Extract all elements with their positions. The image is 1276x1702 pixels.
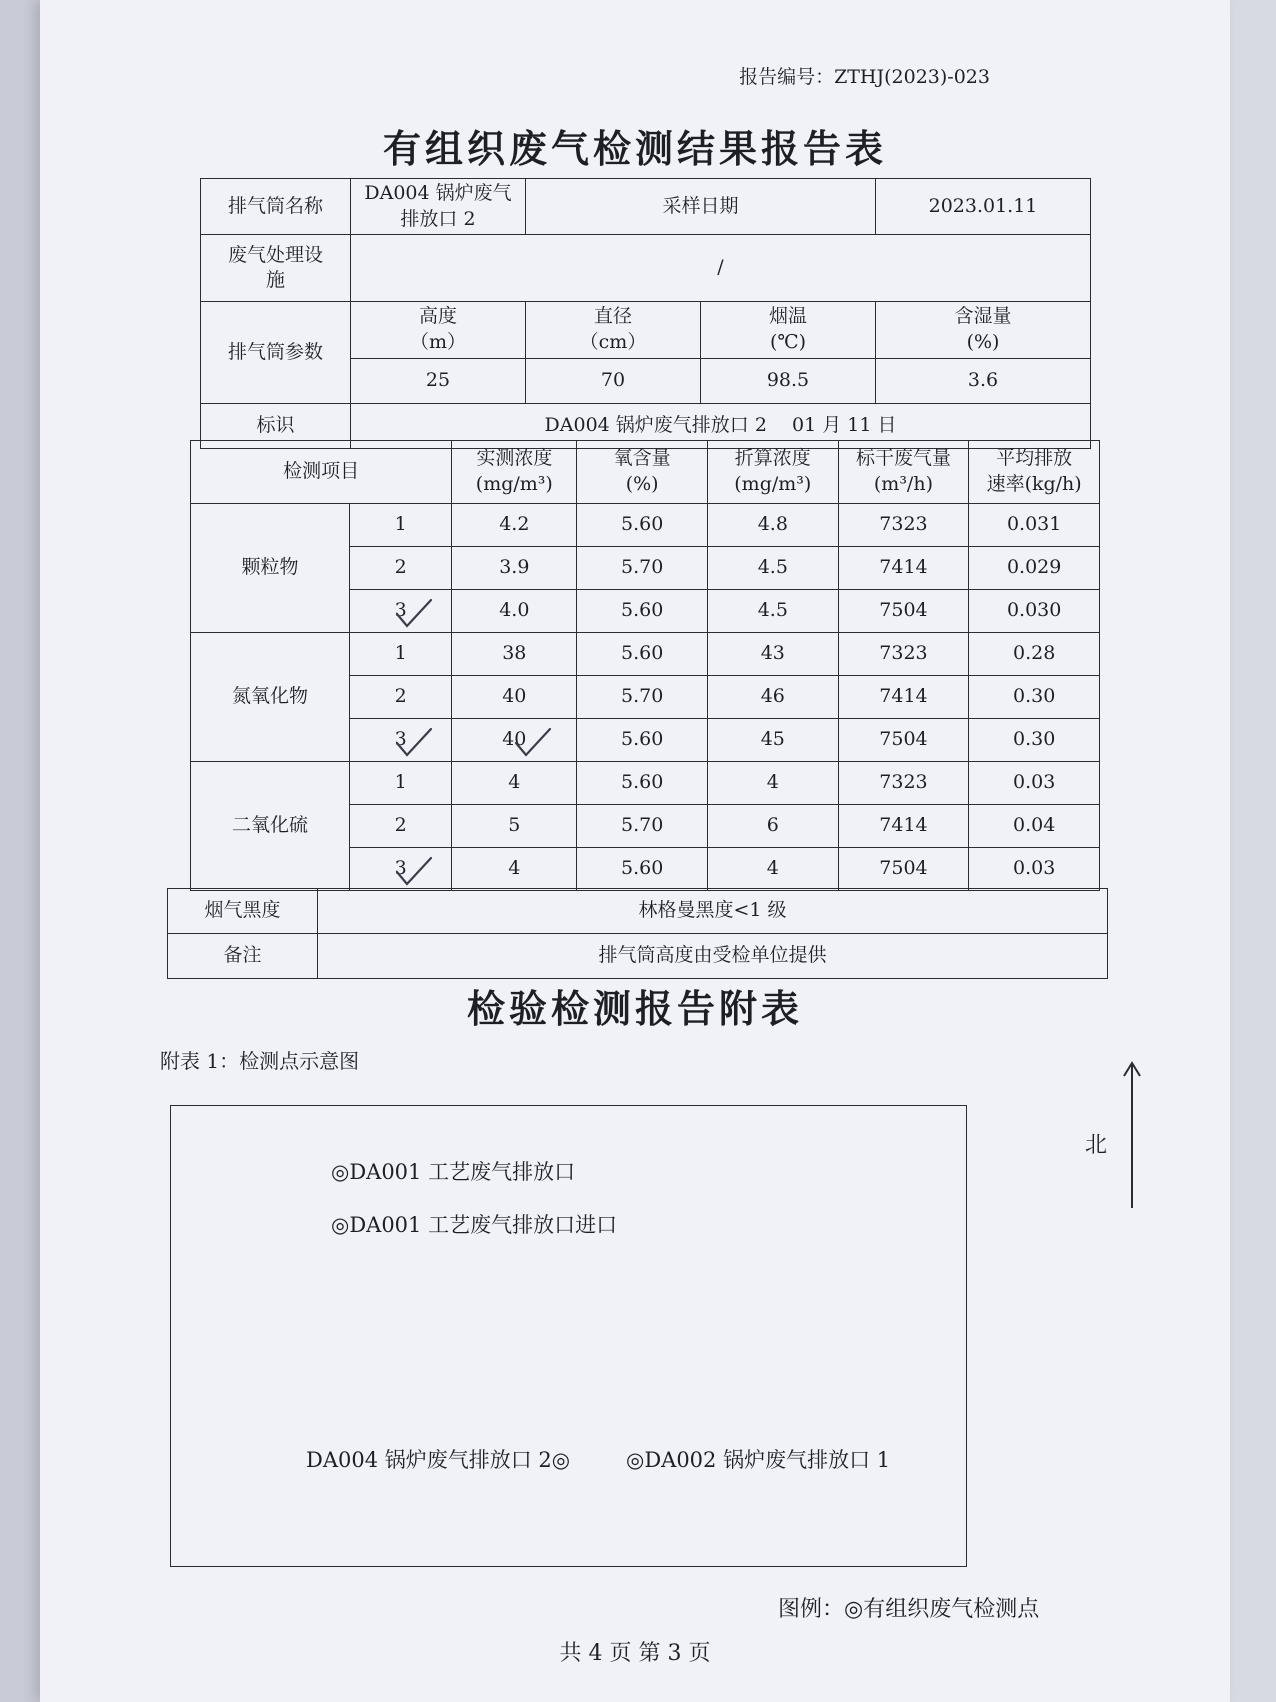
header-line: 实测浓度 — [476, 447, 553, 470]
cell-value: 0.30 — [1012, 685, 1056, 708]
cell-value: 4.2 — [499, 513, 530, 536]
cell-value: 3.9 — [499, 556, 530, 579]
cell-value: 40 — [502, 728, 527, 751]
param-diameter-head — [526, 302, 701, 358]
cell-measured — [452, 590, 577, 633]
cell-rate — [969, 547, 1100, 590]
cell-value: 5.60 — [620, 771, 664, 794]
cell-value: 1 — [394, 642, 407, 665]
cell-value: 0.30 — [1012, 728, 1056, 751]
cell-flow — [838, 805, 969, 848]
cell-value: 7323 — [879, 771, 928, 794]
stack-name-line1: DA004 锅炉废气 — [364, 182, 512, 204]
cell-rate — [969, 633, 1100, 676]
adjacent-paper-edge — [1230, 0, 1276, 1702]
cell-value: 0.029 — [1006, 556, 1062, 579]
param-unit: (℃) — [769, 330, 807, 353]
north-label: 北 — [1085, 1133, 1108, 1158]
cell-value: 38 — [502, 642, 527, 665]
cell-rate — [969, 504, 1100, 547]
cell-measured — [452, 805, 577, 848]
cell-value: 5.60 — [620, 642, 664, 665]
site-da001-outlet: ◎DA001 工艺废气排放口 — [331, 1160, 576, 1184]
cell-value: 4 — [766, 771, 779, 794]
param-unit: （cm） — [579, 330, 647, 353]
cell-value: 7323 — [879, 513, 928, 536]
cell-converted — [707, 633, 838, 676]
footer-table — [167, 888, 1108, 979]
sampling-date-label: 采样日期 — [526, 179, 876, 235]
cell-converted — [707, 547, 838, 590]
cell-value: 4 — [508, 857, 521, 880]
monitoring-point-map — [170, 1105, 967, 1567]
cell-n — [350, 633, 452, 676]
cell-flow — [838, 633, 969, 676]
sampling-date-value: 2023.01.11 — [876, 179, 1091, 235]
table-row — [191, 633, 1100, 676]
cell-flow — [838, 719, 969, 762]
appendix-title: 检验检测报告附表 — [466, 986, 803, 1031]
stack-name-label: 排气筒名称 — [201, 179, 351, 235]
cell-value: 5.70 — [620, 685, 664, 708]
cell-n — [350, 719, 452, 762]
header-unit: (mg/m³) — [734, 473, 812, 495]
cell-value: 43 — [760, 642, 785, 665]
param-moisture-value: 3.6 — [876, 358, 1091, 403]
cell-value: 5.60 — [620, 599, 664, 622]
stack-name-value — [351, 179, 526, 235]
cell-value: 2 — [394, 814, 407, 837]
cell-value: 5.60 — [620, 513, 664, 536]
header-unit: (mg/m³) — [475, 473, 553, 495]
cell-value: 4.0 — [499, 599, 530, 622]
cell-measured — [452, 762, 577, 805]
cell-value: 5.70 — [620, 814, 664, 837]
cell-measured — [452, 504, 577, 547]
cell-value: 0.03 — [1012, 857, 1056, 880]
cell-converted — [707, 762, 838, 805]
cell-value: 5 — [508, 814, 521, 837]
cell-measured — [452, 848, 577, 891]
cell-oxygen — [577, 762, 708, 805]
table-row — [191, 504, 1100, 547]
header-line: 平均排放 — [996, 447, 1073, 470]
cell-n — [350, 805, 452, 848]
cell-value: 4.5 — [757, 556, 788, 579]
remark-label: 备注 — [168, 934, 318, 979]
cell-value: 5.60 — [620, 857, 664, 880]
header-line: 折算浓度 — [734, 447, 811, 470]
cell-flow — [838, 676, 969, 719]
table-row — [191, 762, 1100, 805]
cell-converted — [707, 805, 838, 848]
results-table — [190, 440, 1100, 891]
cell-oxygen — [577, 633, 708, 676]
cell-value: 7414 — [879, 685, 928, 708]
stack-info-table — [200, 178, 1091, 449]
param-diameter-value: 70 — [526, 358, 701, 403]
appendix-subhead: 附表 1：检测点示意图 — [160, 1049, 360, 1073]
cell-value: 4 — [766, 857, 779, 880]
cell-flow — [838, 762, 969, 805]
cell-n — [350, 547, 452, 590]
header-converted — [707, 441, 838, 504]
pollutant-name: 二氧化硫 — [191, 762, 350, 891]
cell-measured — [452, 633, 577, 676]
cell-n — [350, 848, 452, 891]
param-unit: （m） — [409, 330, 467, 353]
cell-converted — [707, 590, 838, 633]
header-measured — [452, 441, 577, 504]
mark-label: 标识 — [201, 403, 351, 448]
cell-n — [350, 590, 452, 633]
cell-oxygen — [577, 547, 708, 590]
cell-value: 7504 — [879, 728, 928, 751]
cell-value: 7414 — [879, 814, 928, 837]
cell-measured — [452, 719, 577, 762]
params-label: 排气筒参数 — [201, 302, 351, 403]
cell-oxygen — [577, 805, 708, 848]
cell-n — [350, 504, 452, 547]
cell-value: 4.8 — [757, 513, 788, 536]
cell-value: 6 — [766, 814, 779, 837]
header-rate — [969, 441, 1100, 504]
cell-n — [350, 762, 452, 805]
page-number: 共 4 页 第 3 页 — [559, 1641, 711, 1666]
param-temp-value: 98.5 — [701, 358, 876, 403]
cell-value: 4.5 — [757, 599, 788, 622]
cell-value: 2 — [394, 685, 407, 708]
pollutant-name: 氮氧化物 — [191, 633, 350, 762]
pollutant-name: 颗粒物 — [191, 504, 350, 633]
cell-rate — [969, 805, 1100, 848]
cell-oxygen — [577, 676, 708, 719]
treatment-value: / — [351, 235, 1091, 302]
cell-flow — [838, 590, 969, 633]
param-height-value: 25 — [351, 358, 526, 403]
header-item: 检测项目 — [191, 441, 452, 504]
cell-value: 7414 — [879, 556, 928, 579]
header-oxygen — [577, 441, 708, 504]
treatment-label — [201, 235, 351, 302]
report-page — [40, 0, 1230, 1702]
stack-name-line2: 排放口 2 — [400, 207, 476, 230]
cell-rate — [969, 762, 1100, 805]
remark-value: 排气筒高度由受检单位提供 — [318, 934, 1108, 979]
cell-oxygen — [577, 504, 708, 547]
cell-value: 40 — [502, 685, 527, 708]
cell-value: 0.03 — [1012, 771, 1056, 794]
cell-value: 3 — [394, 728, 407, 751]
param-temp-head — [701, 302, 876, 358]
cell-value: 45 — [760, 728, 785, 751]
cell-value: 7504 — [879, 857, 928, 880]
cell-converted — [707, 719, 838, 762]
cell-flow — [838, 504, 969, 547]
cell-oxygen — [577, 719, 708, 762]
report-title: 有组织废气检测结果报告表 — [382, 126, 887, 171]
cell-rate — [969, 676, 1100, 719]
results-body — [191, 504, 1100, 891]
cell-value: 46 — [760, 685, 785, 708]
header-line: 氧含量 — [613, 447, 671, 470]
cell-value: 0.030 — [1006, 599, 1062, 622]
param-name: 高度 — [418, 305, 457, 328]
param-name: 含湿量 — [954, 305, 1012, 328]
param-height-head — [351, 302, 526, 358]
cell-oxygen — [577, 590, 708, 633]
param-name: 直径 — [593, 305, 632, 328]
header-unit: (%) — [625, 473, 659, 495]
cell-flow — [838, 547, 969, 590]
cell-converted — [707, 504, 838, 547]
cell-value: 7323 — [879, 642, 928, 665]
cell-rate — [969, 719, 1100, 762]
cell-flow — [838, 848, 969, 891]
treatment-label-line1: 废气处理设 — [227, 243, 323, 266]
cell-value: 1 — [394, 771, 407, 794]
cell-value: 5.60 — [620, 728, 664, 751]
param-moisture-head — [876, 302, 1091, 358]
cell-value: 4 — [508, 771, 521, 794]
cell-value: 0.04 — [1012, 814, 1056, 837]
cell-value: 5.70 — [620, 556, 664, 579]
cell-value: 3 — [394, 599, 407, 622]
param-name: 烟温 — [769, 305, 808, 328]
smoke-value: 林格曼黑度<1 级 — [318, 889, 1108, 934]
cell-value: 2 — [394, 556, 407, 579]
treatment-label-line2: 施 — [265, 269, 285, 292]
site-da002-outlet: ◎DA002 锅炉废气排放口 1 — [626, 1448, 891, 1472]
header-unit: (m³/h) — [873, 473, 933, 495]
cell-value: 1 — [394, 513, 407, 536]
header-flow — [838, 441, 969, 504]
mark-value: DA004 锅炉废气排放口 2 01 月 11 日 — [351, 403, 1091, 448]
cell-converted — [707, 848, 838, 891]
cell-measured — [452, 676, 577, 719]
cell-rate — [969, 848, 1100, 891]
north-arrow-icon — [1122, 1060, 1142, 1210]
cell-n — [350, 676, 452, 719]
site-da004-outlet: DA004 锅炉废气排放口 2◎ — [306, 1448, 571, 1472]
cell-oxygen — [577, 848, 708, 891]
cell-value: 0.28 — [1012, 642, 1056, 665]
header-line: 速率(kg/h) — [986, 473, 1082, 495]
cell-value: 0.031 — [1006, 513, 1062, 536]
map-legend: 图例：◎有组织废气检测点 — [778, 1597, 1040, 1622]
param-unit: (%) — [966, 330, 1000, 353]
cell-value: 7504 — [879, 599, 928, 622]
smoke-label: 烟气黑度 — [168, 889, 318, 934]
cell-measured — [452, 547, 577, 590]
cell-converted — [707, 676, 838, 719]
header-line: 标干废气量 — [855, 447, 951, 470]
site-da001-inlet: ◎DA001 工艺废气排放口进口 — [331, 1213, 618, 1237]
cell-rate — [969, 590, 1100, 633]
report-number: 报告编号：ZTHJ(2023)-023 — [739, 66, 990, 88]
cell-value: 3 — [394, 857, 407, 880]
